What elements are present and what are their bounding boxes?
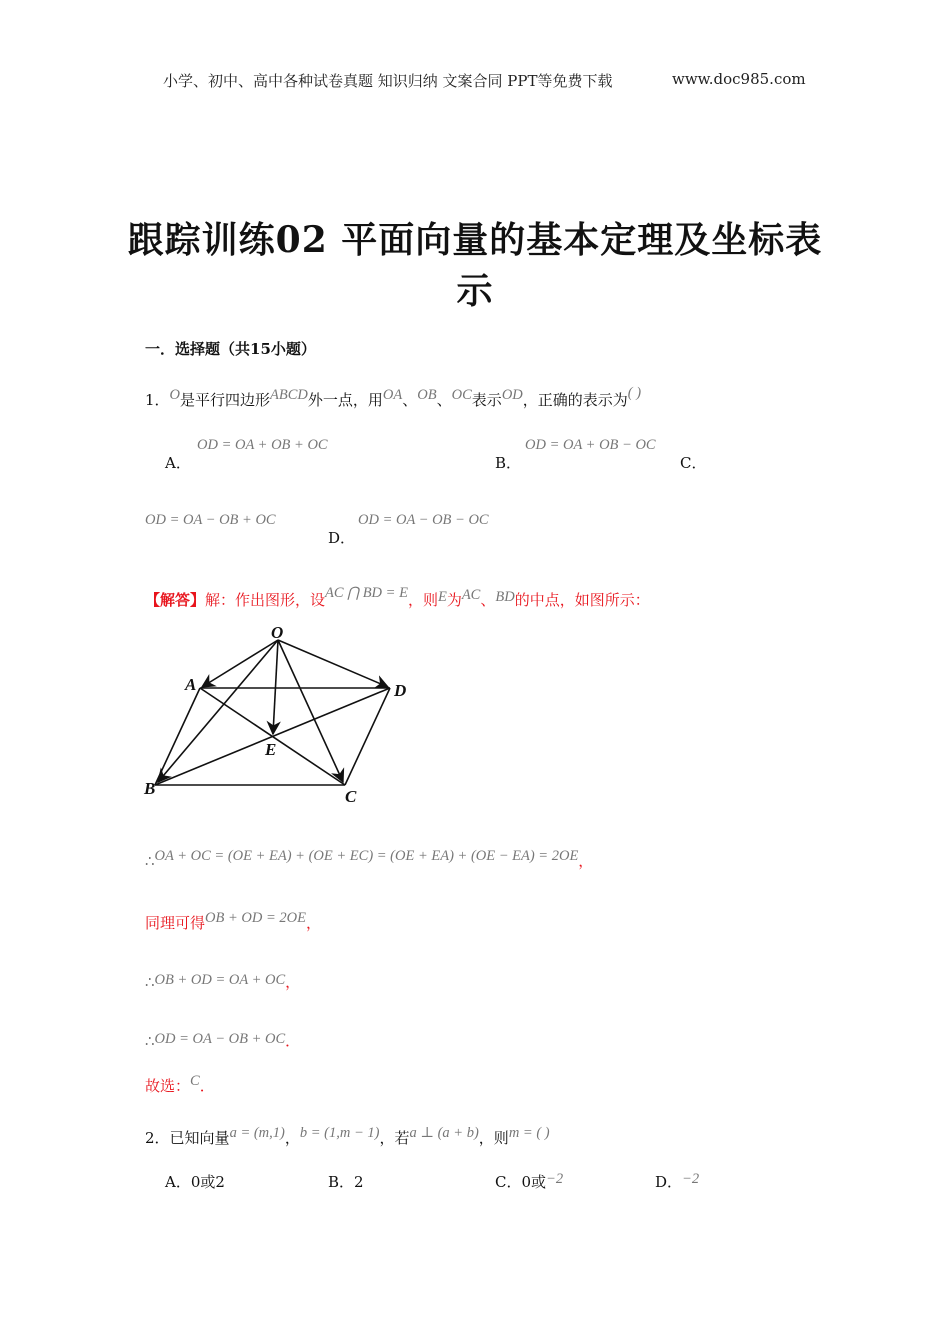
- parallelogram-diagram: [140, 620, 430, 810]
- page-title-line1: 跟踪训练02 平面向量的基本定理及坐标表: [127, 219, 823, 261]
- diagonal-bd: [155, 688, 390, 785]
- derivation-line3: [145, 971, 300, 992]
- comma-2: ，: [305, 914, 321, 932]
- q2-option-c-text: 0或: [521, 1173, 547, 1191]
- vector-oa: [202, 640, 278, 687]
- q1-option-d-label: D．: [328, 529, 356, 547]
- page-title-line2: 示: [456, 270, 494, 312]
- q2-sep: ，: [284, 1129, 300, 1147]
- q2-option-d: [655, 1171, 699, 1192]
- q1-option-c-label: C．: [680, 454, 707, 472]
- q1-line: [145, 385, 642, 410]
- q2-perp: a ⊥ (a + b): [409, 1125, 479, 1141]
- q2-option-b-value: 2: [354, 1173, 364, 1191]
- label-a: A: [185, 675, 197, 694]
- q1-abcd: ABCD: [270, 387, 308, 403]
- q2-option-b: [328, 1171, 364, 1192]
- q1-text3: 表示: [471, 391, 502, 409]
- solution-s4: 、: [480, 591, 496, 609]
- answer-line: [145, 1075, 215, 1096]
- vector-ob: [158, 640, 278, 782]
- q2-number: 2．: [145, 1129, 170, 1147]
- q1-ob: OB: [417, 387, 437, 403]
- comma-3: ，: [285, 973, 301, 991]
- label-b: B: [144, 779, 156, 798]
- choose-text: 故选：: [145, 1077, 191, 1095]
- header-left: 小学、初中、高中各种试卷真题 知识归纳 文案合同 PPT等免费下载: [163, 72, 613, 90]
- q2-option-a: [165, 1171, 225, 1192]
- solution-s1: 解：作出图形，设: [205, 591, 326, 609]
- eq2: OB + OD = 2OE: [205, 910, 306, 926]
- eq4: OD = OA − OB + OC: [154, 1031, 286, 1047]
- q2-option-c: [495, 1171, 563, 1192]
- header-url[interactable]: www.doc985.com: [672, 70, 806, 88]
- similar-text: 同理可得: [145, 914, 206, 932]
- therefore-2: ∴: [145, 973, 155, 991]
- vector-od: [278, 640, 388, 687]
- q1-oc: OC: [451, 387, 472, 403]
- q2-option-d-math: −2: [682, 1171, 700, 1187]
- q1-text1: 是平行四边形: [180, 391, 271, 409]
- label-e: E: [265, 740, 277, 759]
- label-c: C: [345, 787, 357, 806]
- q1-paren: ( ): [627, 385, 642, 401]
- therefore-3: ∴: [145, 1032, 155, 1050]
- solution-e: E: [437, 589, 447, 605]
- q2-text3: ，则: [478, 1129, 509, 1147]
- q2-option-c-label: C．: [495, 1173, 522, 1191]
- q2-m: m = ( ): [508, 1125, 550, 1141]
- q1-option-b-label: B．: [495, 454, 522, 472]
- q2-text2: ，若: [379, 1129, 410, 1147]
- solution-s5: 的中点，如图所示：: [514, 591, 650, 609]
- comma-1: ，: [578, 852, 594, 870]
- solution-intro: [145, 585, 650, 610]
- solution-s2: ，则: [407, 591, 438, 609]
- q1-option-a: OD = OA + OB + OC: [197, 437, 328, 453]
- period-2: ．: [199, 1077, 215, 1095]
- q1-option-b: OD = OA + OB − OC: [525, 437, 656, 453]
- derivation-line2: [145, 912, 321, 933]
- edge-ab: [155, 688, 200, 785]
- answer-c: C: [190, 1073, 200, 1089]
- solution-s3: 为: [446, 591, 462, 609]
- q2-option-b-label: B．: [328, 1173, 355, 1191]
- period-1: ．: [285, 1032, 301, 1050]
- q2-text1: 已知向量: [169, 1129, 230, 1147]
- eq3: OB + OD = OA + OC: [154, 972, 286, 988]
- solution-acbd: AC ⋂ BD = E: [325, 585, 408, 601]
- q2-line: [145, 1127, 550, 1148]
- therefore-1: ∴: [145, 852, 155, 870]
- q2-option-a-value: 0或2: [190, 1173, 225, 1191]
- label-d: D: [394, 681, 407, 700]
- q1-sep2: 、: [436, 391, 452, 409]
- section-heading: 一．选择题（共15小题）: [145, 340, 316, 358]
- q2-option-a-label: A．: [165, 1173, 191, 1191]
- q2-option-c-math: −2: [546, 1171, 564, 1187]
- eq1: OA + OC = (OE + EA) + (OE + EC) = (OE + EA) + (OE − EA) = 2OE: [154, 848, 579, 864]
- derivation-line1: [145, 850, 593, 871]
- q1-sep1: 、: [402, 391, 418, 409]
- q1-number: 1．: [145, 391, 170, 409]
- q1-option-a-label: A．: [165, 454, 191, 472]
- derivation-line4: [145, 1030, 300, 1051]
- solution-tag: 【解答】: [145, 591, 206, 609]
- solution-ac: AC: [461, 587, 481, 603]
- q2-option-d-label: D．: [655, 1173, 683, 1191]
- q2-vector-b: b = (1,m − 1): [299, 1125, 380, 1141]
- q1-text4: ，正确的表示为: [522, 391, 628, 409]
- q1-od: OD: [501, 387, 523, 403]
- q2-vector-a: a = (m,1): [229, 1125, 285, 1141]
- q1-text2: 外一点，用: [307, 391, 383, 409]
- q1-option-c: OD = OA − OB + OC: [145, 512, 276, 528]
- vector-oe: [273, 640, 278, 734]
- edge-dc: [345, 688, 390, 785]
- q1-oa: OA: [382, 387, 403, 403]
- solution-bd: BD: [495, 589, 515, 605]
- q1-point-o: O: [169, 387, 181, 403]
- q1-option-d: OD = OA − OB − OC: [358, 512, 489, 528]
- label-o: O: [271, 623, 284, 642]
